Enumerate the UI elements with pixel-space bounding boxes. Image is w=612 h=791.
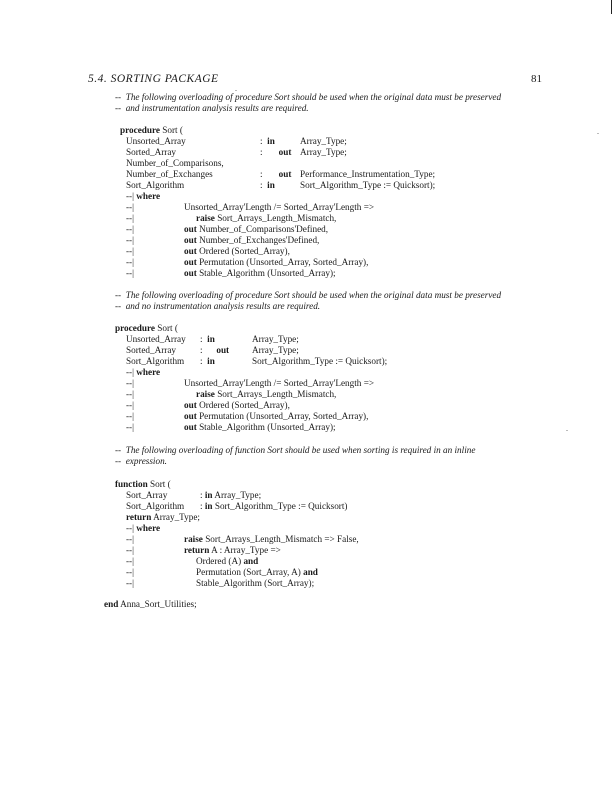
code-line — [126, 169, 213, 179]
code-text: --| — [126, 422, 134, 432]
code-text: Sort ( — [154, 323, 178, 333]
code-text: --| — [126, 545, 134, 555]
code-text: --| — [126, 235, 134, 245]
code-line — [200, 501, 347, 511]
comment-line — [115, 290, 501, 300]
code-text: Sort_Algorithm — [126, 356, 185, 366]
code-text: Array_Type; — [300, 136, 347, 146]
code-text: Sorted_Array — [126, 345, 177, 355]
code-text: Permutation (Sort_Array, A) — [196, 567, 304, 577]
code-text: : — [260, 180, 268, 190]
code-text: --| — [126, 367, 137, 377]
code-text: --| — [126, 224, 134, 234]
code-line — [196, 389, 336, 399]
comment-line — [115, 301, 320, 311]
code-line — [126, 158, 224, 168]
code-line — [200, 356, 215, 366]
code-line — [184, 224, 328, 234]
keyword: and — [243, 556, 259, 566]
keyword: out — [184, 224, 197, 234]
code-line — [126, 534, 134, 544]
code-text: --| — [126, 567, 134, 577]
comment-line — [115, 456, 167, 466]
code-text: Unsorted_Array'Length /= Sorted_Array'Length => — [184, 378, 375, 388]
code-line — [300, 169, 435, 179]
code-line — [184, 246, 290, 256]
code-line — [184, 235, 319, 245]
keyword: raise — [196, 213, 215, 223]
code-text: --| — [126, 213, 134, 223]
keyword: out — [184, 422, 197, 432]
code-text: Number_of_Comparisons, — [126, 158, 224, 168]
code-line — [252, 356, 387, 366]
code-text: Stable_Algorithm (Unsorted_Array); — [196, 422, 336, 432]
code-line — [196, 213, 336, 223]
code-line — [126, 490, 167, 500]
code-text: Stable_Algorithm (Sort_Array); — [196, 578, 315, 588]
keyword: in — [267, 136, 275, 146]
code-text: Number_of_Comparisons'Defined, — [196, 224, 329, 234]
code-text: : — [200, 345, 217, 355]
keyword: raise — [196, 389, 215, 399]
section-title: 5.4. SORTING PACKAGE — [88, 73, 219, 85]
code-text: Array_Type; — [252, 334, 299, 344]
keyword: out — [184, 268, 197, 278]
code-text: Array_Type; — [212, 490, 262, 500]
code-line — [126, 356, 184, 366]
code-text: Unsorted_Array — [126, 136, 186, 146]
code-line — [126, 180, 184, 190]
code-text: Sort_Algorithm_Type := Quicksort) — [212, 501, 348, 511]
code-line — [260, 136, 275, 146]
code-text: Sorted_Array — [126, 147, 177, 157]
code-line — [126, 422, 134, 432]
comment-line — [115, 103, 309, 113]
code-line — [300, 136, 347, 146]
code-text: Performance_Instrumentation_Type; — [300, 169, 436, 179]
page-number: 81 — [531, 73, 542, 85]
code-line — [196, 556, 258, 566]
code-line — [200, 345, 229, 355]
keyword: return — [184, 545, 210, 555]
keyword: return — [126, 512, 152, 522]
keyword: in — [204, 501, 213, 511]
code-text: --| — [126, 411, 134, 421]
code-line — [126, 545, 134, 555]
code-text: --| — [126, 534, 134, 544]
code-line — [115, 479, 171, 489]
code-text: -- expression. — [115, 456, 167, 466]
code-line — [300, 180, 435, 190]
code-line — [200, 490, 261, 500]
code-text: --| — [126, 378, 134, 388]
code-line — [184, 545, 281, 555]
code-line — [126, 246, 134, 256]
keyword: where — [136, 367, 161, 377]
keyword: in — [207, 356, 215, 366]
code-text: : — [260, 169, 279, 179]
code-line — [184, 202, 374, 212]
code-text: A : Array_Type => — [209, 545, 281, 555]
comment-line — [115, 445, 475, 455]
code-text: Stable_Algorithm (Unsorted_Array); — [196, 268, 336, 278]
keyword: out — [278, 147, 292, 157]
code-line — [126, 147, 176, 157]
code-line — [126, 378, 134, 388]
code-line — [184, 378, 374, 388]
code-line — [126, 191, 160, 201]
code-text: --| — [126, 257, 134, 267]
keyword: out — [184, 257, 197, 267]
keyword: procedure — [120, 125, 160, 135]
code-text: Sort_Array — [126, 490, 168, 500]
code-line — [184, 534, 359, 544]
code-line — [184, 411, 368, 421]
code-line — [126, 389, 134, 399]
code-text: : — [200, 501, 205, 511]
code-text: : — [200, 490, 205, 500]
code-text: Sort_Algorithm — [126, 501, 185, 511]
code-line — [196, 578, 314, 588]
code-line — [126, 411, 134, 421]
scan-speck — [235, 90, 237, 91]
code-line — [126, 268, 134, 278]
keyword: in — [267, 180, 275, 190]
keyword: and — [303, 567, 318, 577]
code-text: --| — [126, 191, 137, 201]
code-text: -- and instrumentation analysis results are required. — [115, 103, 309, 113]
keyword: out — [216, 345, 230, 355]
code-line — [200, 334, 215, 344]
code-line — [126, 257, 134, 267]
keyword: function — [115, 479, 148, 489]
keyword: end — [104, 599, 119, 609]
code-text: Unsorted_Array — [126, 334, 186, 344]
code-text: Array_Type; — [151, 512, 200, 522]
code-text: : — [200, 356, 208, 366]
code-text: Permutation (Unsorted_Array, Sorted_Array), — [196, 257, 369, 267]
code-text: Sort_Algorithm_Type := Quicksort); — [252, 356, 388, 366]
code-text: --| — [126, 202, 134, 212]
code-text: --| — [126, 246, 134, 256]
code-line — [126, 501, 184, 511]
code-line — [126, 213, 134, 223]
code-line — [126, 136, 186, 146]
keyword: where — [136, 191, 161, 201]
running-head — [88, 73, 542, 87]
code-text: --| — [126, 400, 134, 410]
code-line — [126, 400, 134, 410]
scan-speck — [566, 430, 568, 431]
code-line — [300, 147, 347, 157]
code-text: Sort_Algorithm_Type := Quicksort); — [300, 180, 436, 190]
code-text: Array_Type; — [300, 147, 347, 157]
keyword: procedure — [115, 323, 155, 333]
code-text: : — [260, 147, 279, 157]
keyword: in — [204, 490, 213, 500]
code-line — [260, 147, 291, 157]
code-line — [126, 367, 160, 377]
keyword: out — [184, 411, 197, 421]
code-line — [184, 422, 336, 432]
code-text: Sort_Arrays_Length_Mismatch => False, — [202, 534, 359, 544]
keyword: out — [184, 235, 197, 245]
code-text: --| — [126, 389, 134, 399]
code-text: : — [260, 136, 268, 146]
code-line — [104, 599, 197, 609]
code-text: Ordered (Sorted_Array), — [196, 400, 290, 410]
code-text: -- The following overloading of function Sort should be used when sorting is required in an inline — [115, 445, 476, 455]
code-text: Sort_Algorithm — [126, 180, 185, 190]
comment-line — [115, 92, 501, 102]
code-line — [126, 523, 160, 533]
code-line — [126, 235, 134, 245]
code-text: Sort ( — [159, 125, 183, 135]
code-line — [126, 556, 134, 566]
code-text: Sort_Arrays_Length_Mismatch, — [214, 389, 337, 399]
code-line — [126, 202, 134, 212]
code-line — [126, 345, 176, 355]
code-text: Anna_Sort_Utilities; — [118, 599, 197, 609]
code-line — [126, 578, 134, 588]
code-line — [260, 169, 291, 179]
code-line — [260, 180, 275, 190]
keyword: raise — [184, 534, 203, 544]
code-text: Ordered (Sorted_Array), — [196, 246, 290, 256]
code-line — [184, 400, 290, 410]
code-line — [184, 257, 368, 267]
code-text: Number_of_Exchanges'Defined, — [196, 235, 320, 245]
code-line — [196, 567, 318, 577]
code-line — [126, 567, 134, 577]
code-line — [126, 224, 134, 234]
keyword: where — [136, 523, 161, 533]
code-text: -- The following overloading of procedure Sort should be used when the original data must be preserved — [115, 92, 502, 102]
code-text: -- The following overloading of procedure Sort should be used when the original data must be preserved — [115, 290, 502, 300]
code-text: Number_of_Exchanges — [126, 169, 213, 179]
code-text: Sort ( — [147, 479, 171, 489]
code-line — [184, 268, 336, 278]
code-text: Unsorted_Array'Length /= Sorted_Array'Length => — [184, 202, 375, 212]
keyword: out — [184, 400, 197, 410]
code-text: Permutation (Unsorted_Array, Sorted_Array), — [196, 411, 369, 421]
code-line — [115, 323, 178, 333]
code-text: --| — [126, 523, 137, 533]
code-text: Array_Type; — [252, 345, 299, 355]
code-line — [126, 512, 200, 522]
keyword: out — [278, 169, 292, 179]
keyword: out — [184, 246, 197, 256]
scan-speck — [597, 133, 599, 134]
code-line — [252, 334, 299, 344]
code-line — [120, 125, 183, 135]
code-text: --| — [126, 556, 134, 566]
code-line — [252, 345, 299, 355]
code-text: -- and no instrumentation analysis results are required. — [115, 301, 321, 311]
code-text: : — [200, 334, 208, 344]
code-text: Ordered (A) — [196, 556, 244, 566]
code-line — [126, 334, 186, 344]
keyword: in — [207, 334, 215, 344]
code-text: Sort_Arrays_Length_Mismatch, — [214, 213, 337, 223]
code-text: --| — [126, 268, 134, 278]
code-text: --| — [126, 578, 134, 588]
